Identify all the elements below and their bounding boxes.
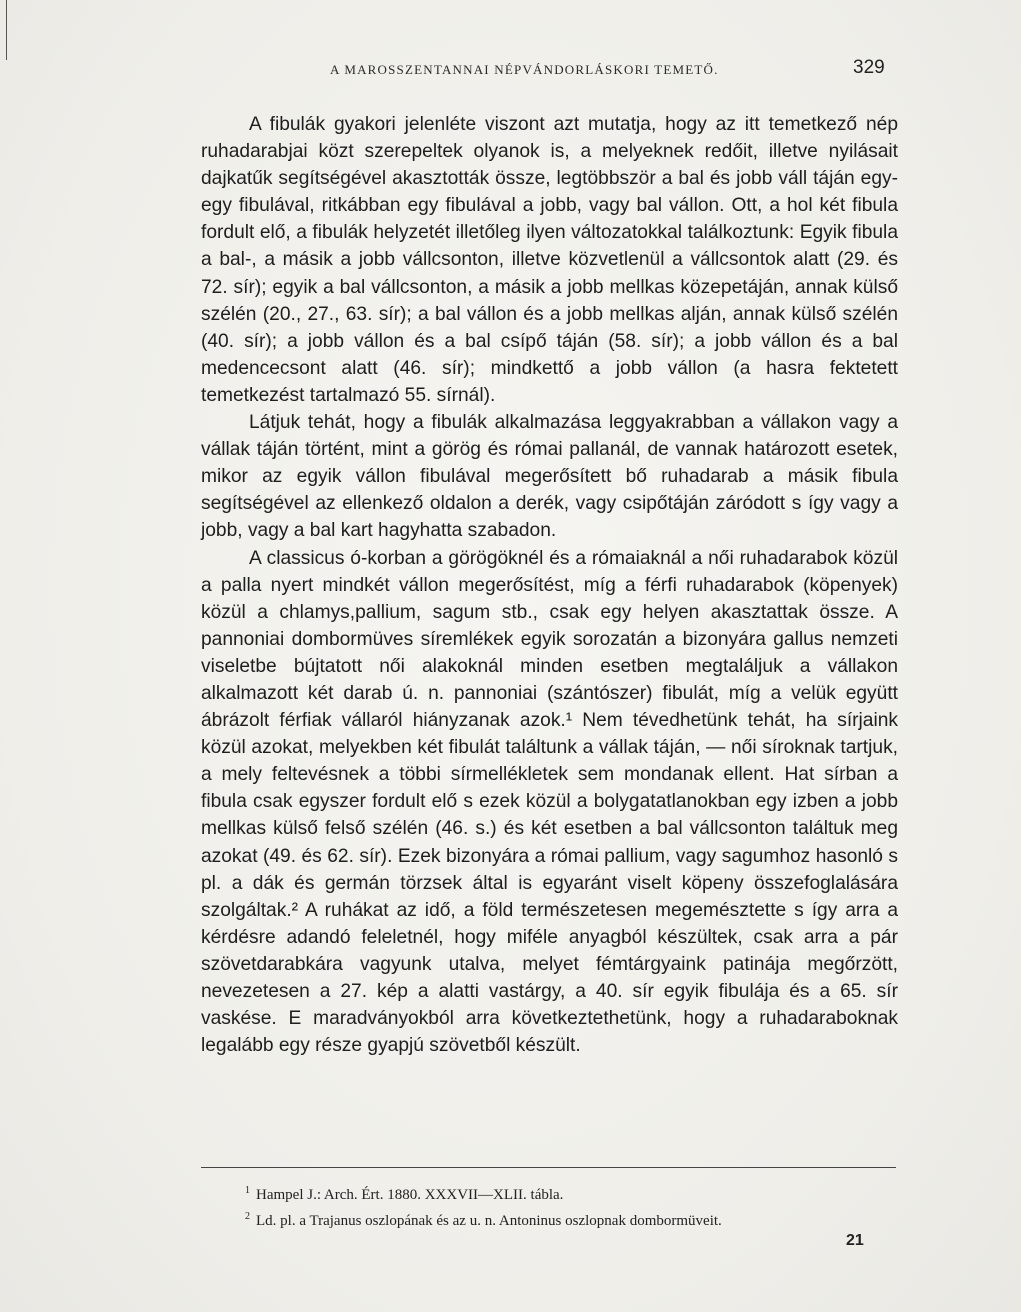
paragraph-2: Látjuk tehát, hogy a fibulák alkalmazása leggyakrabban a vállakon vagy a vállak táján történt, mint a görög és római pallanál, de vannak határozott esetek, mikor az egyik vállon fibulával megerősített bő ruhadarab a másik fibula segítségével az ellenkező oldalon a derék, vagy csipőtáján záródott s így vagy a jobb, vagy a bal kart hagyhatta szabadon. — [201, 412, 898, 542]
footnote-mark: 2 — [245, 1211, 250, 1222]
footnote-rule — [201, 1167, 896, 1168]
paragraph-1: A fibulák gyakori jelenléte viszont azt mutatja, hogy az itt temetkező nép ruhadarabjai közt szerepeltek olyanok is, a melyeknek redőit, illetve nyilásait dajkatűk segítségével akasztották össze, legtöbbször a bal és jobb váll táján egy-egy fibulával, ritkábban egy fibulával a jobb, vagy bal vállon. Ott, a hol két fibula fordult elő, a fibulák helyzetét illetőleg ilyen változatokkal találkoztunk: Egyik fibula a bal-, a másik a jobb vállcsonton, illetve közvetlenül a vállcsontok alatt (29. és 72. sír); egyik a bal vállcsonton, a másik a jobb mellkas közepetáján, annak külső szélén (20., 27., 63. sír); a bal vállon és a jobb mellkas alján, annak külső szélén (40. sír); a jobb vállon és a bal csípő táján (58. sír); a jobb vállon és a bal medencecsont alatt (46. sír); mindkettő a jobb vállon (a hasra fektetett temetkezést tartalmazó 55. sírnál). — [201, 114, 898, 406]
paragraph-3: A classicus ó-korban a görögöknél és a rómaiaknál a női ruhadarabok közül a palla nyert mindkét vállon megerősítést, míg a férfi ruhadarabok (köpenyek) közül a chlamys,pallium, sagum stb., csak egy helyen akasztattak össze. A pannoniai dombormüves síremlékek egyik sorozatán a bizonyára gallus nemzeti viseletbe bújtatott női alakoknál minden esetben megtaláljuk a vállakon alkalmazott két darab ú. n. pannoniai (szántószer) fibulát, míg a velük együtt ábrázolt férfiak vállaról hiányzanak azok.¹ Nem tévedhetünk tehát, ha sírjaink közül azokat, melyekben két fibulát találtunk a vállak táján, — női síroknak tartjuk, a mely feltevésnek a többi sírmellékletek sem mondanak ellent. Hat sírban a fibula csak egyszer fordult elő s ezek közül a bolygatatlanokban egy izben a jobb mellkas külső felső szélén (46. s.) és két esetben a bal vállcsonton találtuk meg azokat (49. és 62. sír). Ezek bizonyára a római pallium, vagy sagumhoz hasonló s pl. a dák és germán törzsek által is egyaránt viselt köpeny összefoglalására szolgáltak.² A ruhákat az idő, a föld természetesen megemésztette s így arra a kérdésre adandó feleletnél, hogy miféle anyagból készültek, csak arra a pár szövetdarabkára vagyunk utalva, melyet fémtárgyaink patinája megőrzött, nevezetesen a 27. kép a alatti vastárgy, a 40. sír egyik fibulája és a 65. sír vaskése. E maradványokból arra következtethetünk, hogy a ruhadaraboknak legalább egy része gyapjú szövetből készült. — [201, 547, 898, 1057]
body-text — [201, 111, 898, 1059]
footnote-mark: 1 — [245, 1185, 250, 1196]
footnote-1 — [201, 1180, 898, 1206]
page-number: 329 — [853, 57, 885, 78]
footnote-text: Ld. pl. a Trajanus oszlopának és az u. n. Antoninus oszlopnak dombormüveit. — [256, 1213, 722, 1229]
scan-edge-line — [6, 0, 7, 60]
footnotes — [201, 1180, 898, 1232]
footnote-2 — [201, 1206, 898, 1232]
printer-signature-mark: 21 — [846, 1232, 864, 1249]
footnote-text: Hampel J.: Arch. Ért. 1880. XXXVII—XLII. tábla. — [256, 1187, 564, 1203]
running-title: A MAROSSZENTANNAI NÉPVÁNDORLÁSKORI TEMETŐ. — [330, 62, 719, 77]
